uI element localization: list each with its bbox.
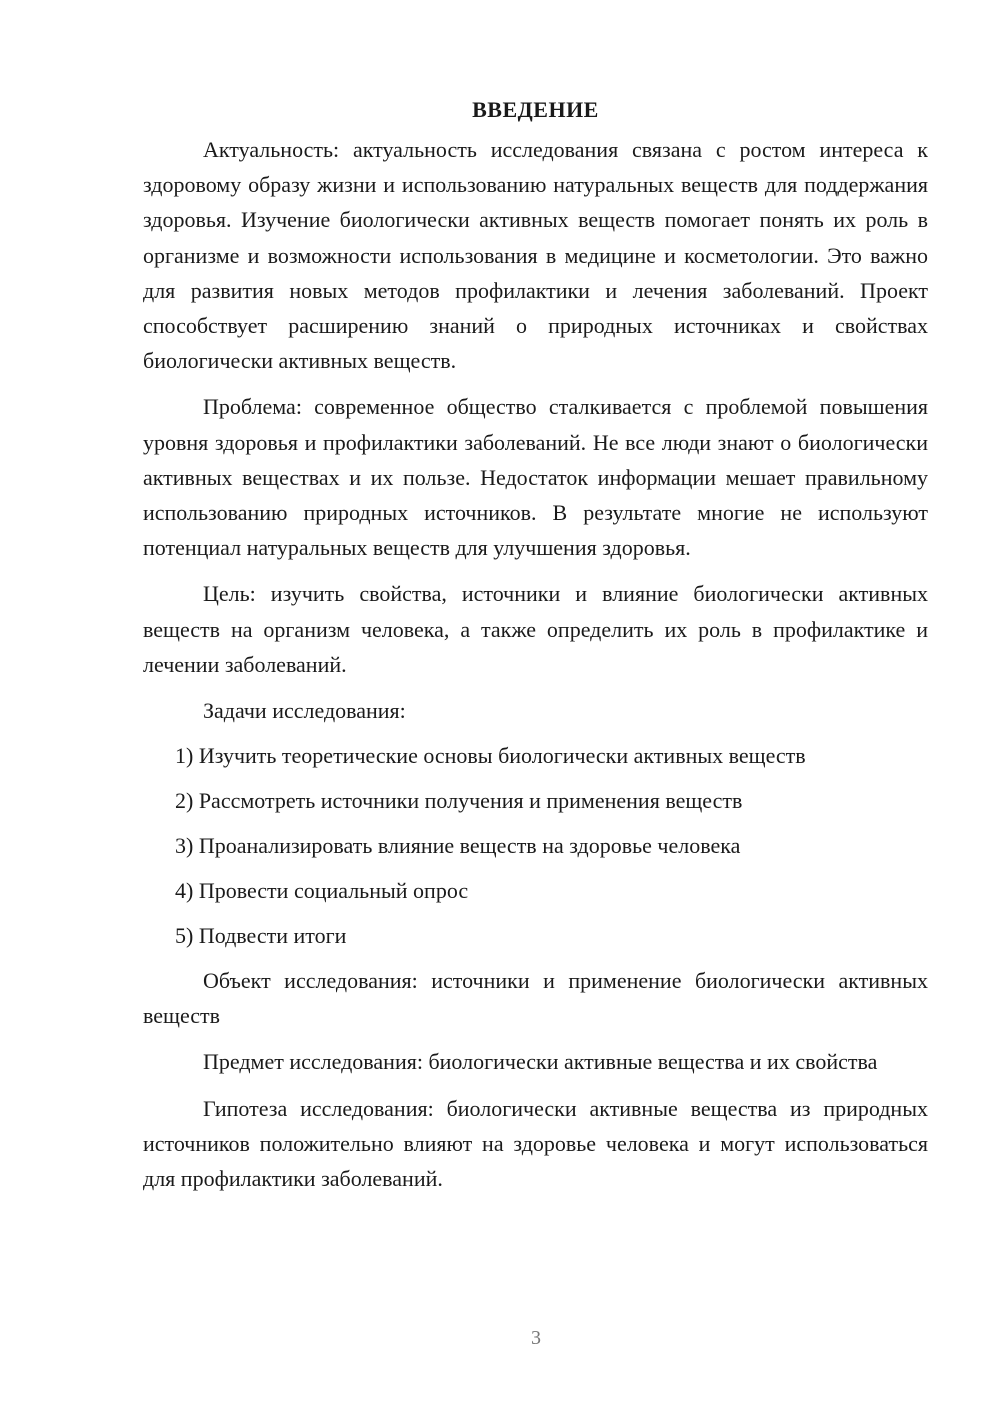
task-item: 1) Изучить теоретические основы биологически активных веществ xyxy=(175,743,806,769)
problem-paragraph: Проблема: современное общество сталкивается с проблемой повышения уровня здоровья и профилактики заболеваний. Не все люди знают о биологически активных веществах и их пользе. Недостаток информации мешает правильному использованию природных источников. В результате многие не используют потенциал натуральных веществ для улучшения здоровья. xyxy=(143,394,928,561)
section-heading: ВВЕДЕНИЕ xyxy=(472,97,599,122)
task-item: 3) Проанализировать влияние веществ на здоровье человека xyxy=(175,833,741,859)
subject-paragraph: Предмет исследования: биологически активные вещества и их свойства xyxy=(203,1049,878,1075)
hypothesis-paragraph: Гипотеза исследования: биологически активные вещества из природных источников положительно влияют на здоровье человека и могут использоваться для профилактики заболеваний. xyxy=(143,1095,928,1192)
task-list xyxy=(143,738,928,953)
page-number: 3 xyxy=(531,1327,541,1349)
tasks-title: Задачи исследования: xyxy=(203,698,406,724)
object-paragraph: Объект исследования: источники и применение биологически активных веществ xyxy=(143,968,928,1029)
relevance-paragraph: Актуальность: актуальность исследования связана с ростом интереса к здоровому образу жизни и использованию натуральных веществ для поддержания здоровья. Изучение биологически активных веществ помогает понять их роль в организме и возможности использования в медицине и косметологии. Это важно для развития новых методов профилактики и лечения заболеваний. Проект способствует расширению знаний о природных источниках и свойствах биологически активных веществ. xyxy=(143,137,928,374)
task-item: 4) Провести социальный опрос xyxy=(175,878,469,904)
task-item: 2) Рассмотреть источники получения и применения веществ xyxy=(175,788,743,814)
page-content xyxy=(143,92,928,1207)
goal-paragraph: Цель: изучить свойства, источники и влияние биологически активных веществ на организм человека, а также определить их роль в профилактике и лечении заболеваний. xyxy=(143,581,928,677)
task-item: 5) Подвести итоги xyxy=(175,923,347,949)
